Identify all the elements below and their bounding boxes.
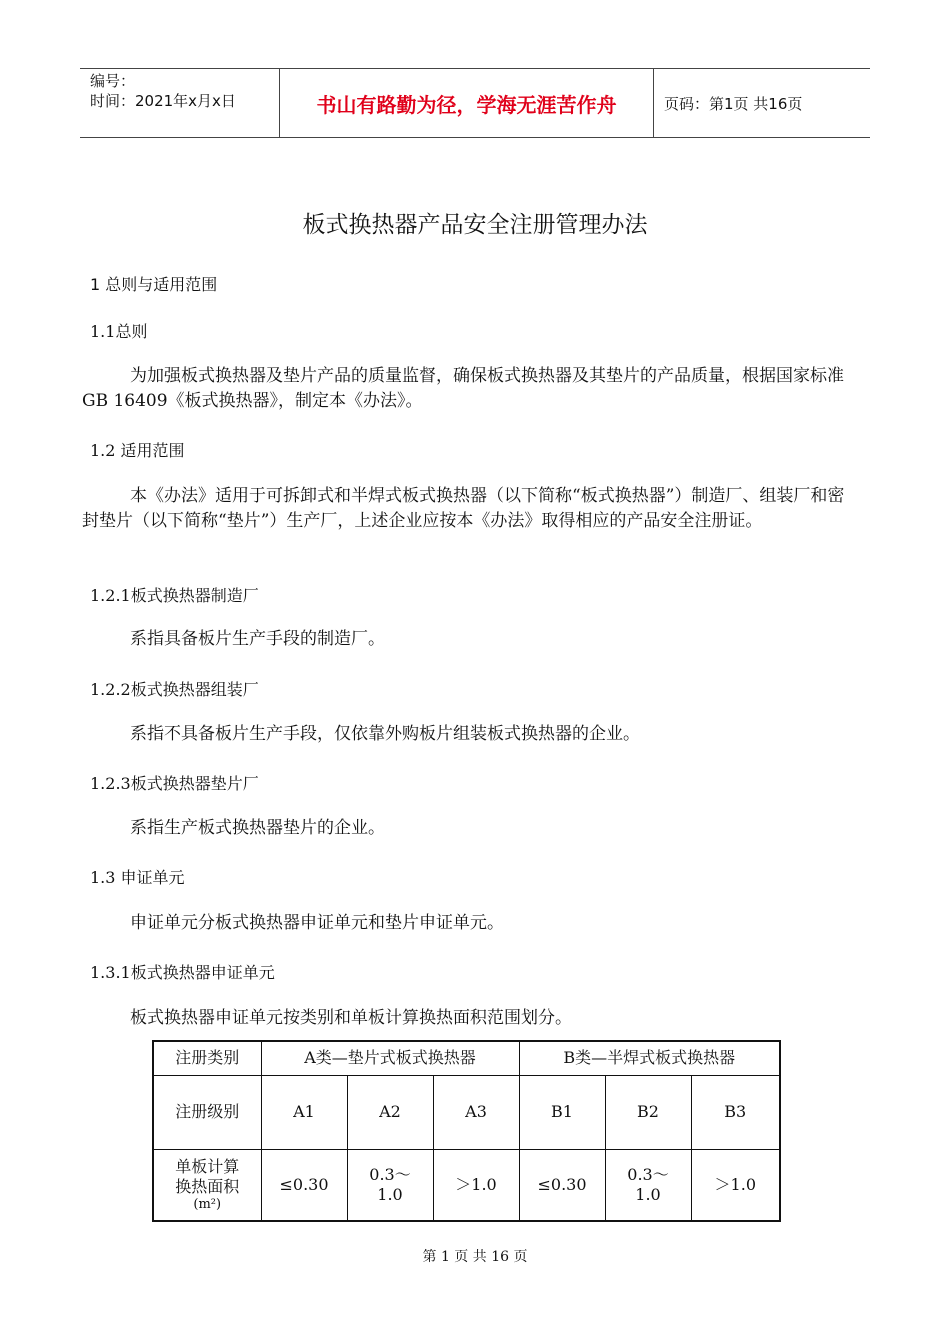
- paragraph-5: 系指生产板式换热器垫片的企业。: [130, 818, 385, 838]
- table-row: [153, 1149, 780, 1221]
- table-cell: A1: [261, 1075, 347, 1149]
- table-cell: ≤0.30: [519, 1149, 605, 1221]
- header-page-number: 页码：第1页 共16页: [664, 94, 803, 113]
- area-label-line-2: 换热面积: [175, 1176, 240, 1196]
- section-heading-1-3: 1.3 申证单元: [90, 868, 185, 887]
- section-heading-1-2-2: 1.2.2板式换热器组装厂: [90, 680, 259, 699]
- section-heading-1-1: 1.1总则: [90, 322, 148, 341]
- area-label-line-1: 单板计算: [175, 1156, 240, 1176]
- table-cell: 0.3～1.0: [347, 1149, 433, 1221]
- time-label: 时间：2021年x月x日: [90, 92, 236, 110]
- paragraph-1: 为加强板式换热器及垫片产品的质量监督，确保板式换热器及其垫片的产品质量，根据国家标准GB 16409《板式换热器》，制定本《办法》。: [82, 366, 844, 411]
- table-cell: A2: [347, 1075, 433, 1149]
- paragraph-3: 系指具备板片生产手段的制造厂。: [130, 629, 385, 649]
- area-label-unit: (m²): [193, 1196, 222, 1212]
- table-cell: 注册级别: [153, 1075, 261, 1149]
- section-heading-1-2-1: 1.2.1板式换热器制造厂: [90, 586, 259, 605]
- table-cell: A类—垫片式板式换热器: [261, 1041, 519, 1075]
- paragraph-6: 申证单元分板式换热器申证单元和垫片申证单元。: [130, 913, 504, 933]
- section-heading-1-2-3: 1.2.3板式换热器垫片厂: [90, 774, 259, 793]
- table-row: [153, 1075, 780, 1149]
- table-row: [153, 1041, 780, 1075]
- registration-table: [152, 1040, 781, 1222]
- number-label: 编号：: [90, 72, 136, 90]
- section-heading-1-2: 1.2 适用范围: [90, 441, 185, 460]
- table-cell: A3: [433, 1075, 519, 1149]
- table-cell: ≤0.30: [261, 1149, 347, 1221]
- table-cell: ＞1.0: [433, 1149, 519, 1221]
- document-title: 板式换热器产品安全注册管理办法: [302, 212, 648, 238]
- page-footer: 第 1 页 共 16 页: [422, 1249, 528, 1265]
- table-cell: ＞1.0: [691, 1149, 780, 1221]
- table-cell: [153, 1149, 261, 1221]
- table-cell: B1: [519, 1075, 605, 1149]
- table-cell: B类—半焊式板式换热器: [519, 1041, 780, 1075]
- page-header: [80, 68, 870, 138]
- section-heading-1-3-1: 1.3.1板式换热器申证单元: [90, 963, 275, 982]
- section-heading-1: 1 总则与适用范围: [90, 275, 218, 294]
- header-motto: 书山有路勤为径，学海无涯苦作舟: [280, 69, 654, 137]
- paragraph-4: 系指不具备板片生产手段，仅依靠外购板片组装板式换热器的企业。: [130, 724, 640, 744]
- table-cell: 0.3～1.0: [605, 1149, 691, 1221]
- table-cell: 注册类别: [153, 1041, 261, 1075]
- table-cell: B2: [605, 1075, 691, 1149]
- table-cell: B3: [691, 1075, 780, 1149]
- paragraph-7: 板式换热器申证单元按类别和单板计算换热面积范围划分。: [130, 1008, 572, 1028]
- header-meta: [80, 69, 280, 137]
- paragraph-2: 本《办法》适用于可拆卸式和半焊式板式换热器（以下简称“板式换热器”）制造厂、组装厂和密封垫片（以下简称“垫片”）生产厂，上述企业应按本《办法》取得相应的产品安全注册证。: [82, 486, 845, 531]
